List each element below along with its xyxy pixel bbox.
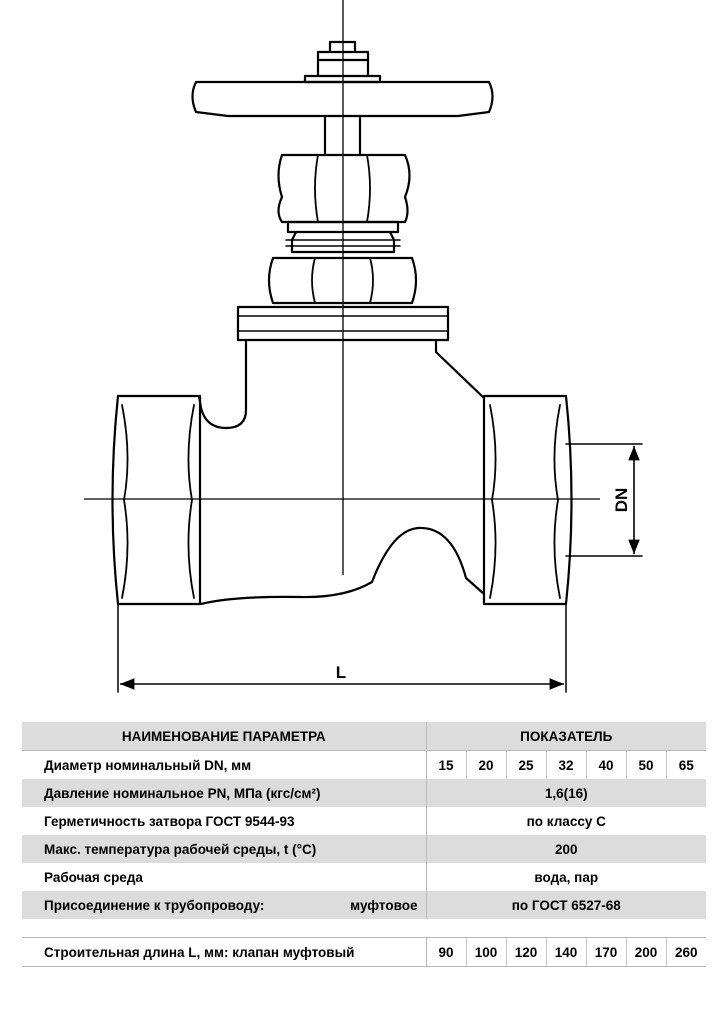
length-value: 90 [426,938,466,967]
connection-label: Присоединение к трубопроводу: [44,897,265,913]
temperature-label: Макс. температура рабочей среды, t (°C) [22,835,426,863]
table-spacer [22,919,706,938]
dn-value: 65 [666,751,706,780]
table-row [22,779,706,807]
dn-label: Диаметр номинальный DN, мм [22,751,426,780]
pressure-label: Давление номинальное PN, МПа (кгс/см²) [22,779,426,807]
connection-type: муфтовое [350,897,418,913]
dn-value: 20 [466,751,506,780]
header-param: НАИМЕНОВАНИЕ ПАРАМЕТРА [22,722,426,751]
table-header-row [22,722,706,751]
l-dimension-label: L [335,663,347,682]
length-label: Строительная длина L, мм: клапан муфтовый [22,938,426,967]
header-value: ПОКАЗАТЕЛЬ [426,722,706,751]
table-row [22,807,706,835]
dn-value: 32 [546,751,586,780]
temperature-value: 200 [426,835,706,863]
length-value: 140 [546,938,586,967]
spec-table [22,722,706,967]
connection-value: по ГОСТ 6527-68 [426,891,706,919]
gland-nut [279,155,410,222]
table-row [22,835,706,863]
medium-label: Рабочая среда [22,863,426,891]
length-value: 100 [466,938,506,967]
connection-label-cell [22,891,426,919]
table-row [22,891,706,919]
dn-value: 40 [586,751,626,780]
tightness-label: Герметичность затвора ГОСТ 9544-93 [22,807,426,835]
dn-value: 25 [506,751,546,780]
dn-value: 15 [426,751,466,780]
dn-dimension-label: DN [612,487,631,513]
valve-body [199,340,484,604]
table-row [22,751,706,780]
length-value: 170 [586,938,626,967]
length-value: 200 [626,938,666,967]
pressure-value: 1,6(16) [426,779,706,807]
length-value: 120 [506,938,546,967]
tightness-value: по классу С [526,813,606,829]
medium-value: вода, пар [534,869,599,885]
table-row [22,938,706,967]
length-value: 260 [666,938,706,967]
dn-value: 50 [626,751,666,780]
table-row [22,863,706,891]
